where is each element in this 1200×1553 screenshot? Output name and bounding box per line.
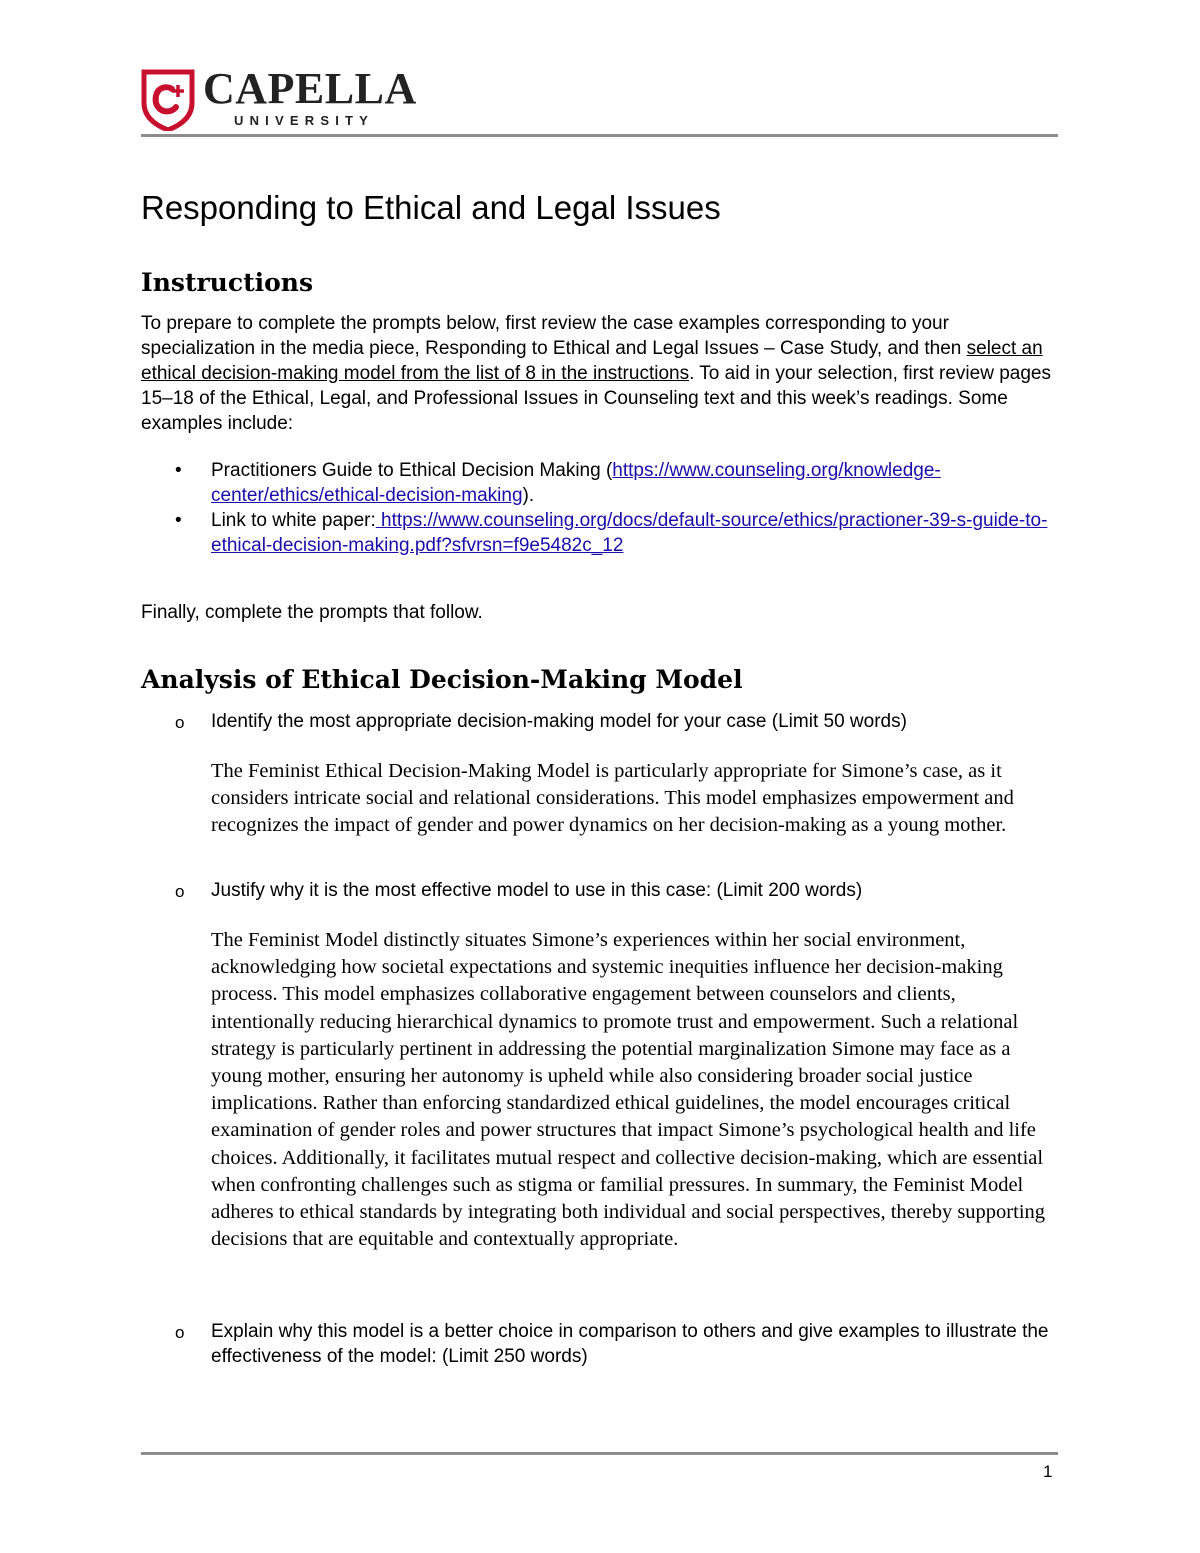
- finally-paragraph: Finally, complete the prompts that follow.: [141, 602, 483, 623]
- practitioners-guide-link[interactable]: https://www.counseling.org/knowledge-center/ethics/ethical-decision-making: [211, 460, 941, 506]
- bullet-icon: •: [175, 510, 182, 531]
- answer-2: The Feminist Model distinctly situates Simone’s experiences within her social environment, acknowledging how societal expectations and systemic inequities influence her decision-making process. This model emphasizes collaborative engagement between counselors and clients, intentionally reducing hierarchical dynamics to promote trust and empowerment. Such a relational strategy is particularly pertinent in addressing the potential marginalization Simone may face as a young mother, ensuring her autonomy is upheld while also considering broader social justice implications. Rather than enforcing standardized ethical guidelines, the model encourages critical examination of gender roles and power structures that impact Simone’s psychological health and life choices. Additionally, it facilitates mutual respect and collective decision-making, which are essential when confronting challenges such as stigma or familial pressures. In summary, the Feminist Model adheres to ethical standards by integrating both individual and social perspectives, thereby supporting decisions that are equitable and contextually appropriate.: [211, 929, 1046, 1251]
- list-item-text: Link to white paper:: [211, 510, 376, 531]
- logo-wordmark: CAPELLA: [203, 64, 417, 113]
- list-item-text: Practitioners Guide to Ethical Decision Making (: [211, 460, 613, 481]
- prompt-marker-icon: o: [175, 713, 185, 732]
- white-paper-link[interactable]: https://www.counseling.org/docs/default-source/ethics/practioner-39-s-guide-to-ethical-decision-making.pdf?sfvrsn=f9e5482c_12: [211, 510, 1048, 556]
- instructions-paragraph: [141, 311, 1056, 436]
- prompt-marker-icon: o: [175, 1323, 185, 1342]
- instructions-text-1: To prepare to complete the prompts below, first review the case examples corresponding to your specialization in the media piece, Responding to Ethical and Legal Issues – Case Study, and then: [141, 313, 967, 359]
- footer-divider: [141, 1452, 1058, 1455]
- list-item: [141, 508, 1056, 558]
- resource-list: [141, 458, 1056, 558]
- instructions-underlined-text: select an ethical decision-making model from the list of 8 in the instructions: [141, 338, 1043, 384]
- page-number: 1: [1043, 1462, 1053, 1481]
- list-item: [141, 458, 1056, 508]
- prompt-3-text: Explain why this model is a better choice in comparison to others and give examples to illustrate the effectiveness of the model: (Limit 250 words): [211, 1321, 1049, 1367]
- logo-subtitle: UNIVERSITY: [234, 113, 375, 128]
- prompt-1-text: Identify the most appropriate decision-making model for your case (Limit 50 words): [211, 711, 907, 732]
- analysis-heading: Analysis of Ethical Decision-Making Model: [141, 665, 743, 694]
- answer-1: The Feminist Ethical Decision-Making Model is particularly appropriate for Simone’s case, as it considers intricate social and relational considerations. This model emphasizes empowerment and recognizes the impact of gender and power dynamics on her decision-making as a young mother.: [211, 760, 1014, 837]
- document-title: Responding to Ethical and Legal Issues: [141, 189, 721, 226]
- bullet-icon: •: [175, 460, 182, 481]
- shield-icon: [141, 69, 195, 131]
- instructions-heading: Instructions: [141, 268, 314, 297]
- header-divider: [141, 134, 1058, 137]
- instructions-text-2: . To aid in your selection, first review pages 15–18 of the Ethical, Legal, and Professional Issues in Counseling text and this week’s readings. Some examples include:: [141, 363, 1051, 434]
- prompt-marker-icon: o: [175, 882, 185, 901]
- list-item-after: ).: [522, 485, 535, 506]
- capella-logo: [141, 66, 431, 134]
- prompt-2-text: Justify why it is the most effective model to use in this case: (Limit 200 words): [211, 880, 863, 901]
